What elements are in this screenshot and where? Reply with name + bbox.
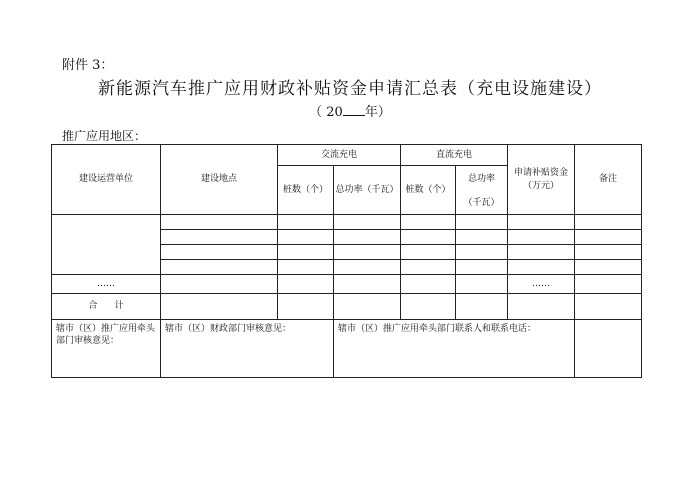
contact-info: 辖市（区）推广应用牵头部门联系人和联系电话：	[334, 320, 575, 378]
header-dc-power-top: 总功率	[456, 166, 508, 192]
header-dc-piles: 桩数（个）	[401, 166, 456, 215]
summary-table	[51, 144, 642, 378]
header-subsidy: 申请补贴资金（万元）	[508, 145, 575, 215]
header-ac-power: 总功率（千瓦）	[334, 166, 401, 215]
year-line	[0, 101, 700, 120]
ellipsis-row	[52, 275, 642, 294]
operator-cell	[52, 215, 161, 275]
year-open: （ 20	[309, 105, 343, 120]
total-row	[52, 294, 642, 320]
year-blank	[343, 103, 365, 116]
region-label: 推广应用地区：	[62, 129, 147, 143]
ellipsis-subsidy-cell: ……	[508, 275, 575, 294]
header-operator: 建设运营单位	[52, 145, 161, 215]
year-close: 年）	[364, 105, 391, 120]
header-location: 建设地点	[161, 145, 278, 215]
attachment-label: 附件 3：	[62, 58, 114, 73]
header-remark: 备注	[575, 145, 642, 215]
total-label: 合 计	[52, 294, 161, 320]
finance-dept-review: 辖市（区）财政部门审核意见：	[161, 320, 334, 378]
document-title: 新能源汽车推广应用财政补贴资金申请汇总表（充电设施建设）	[98, 79, 602, 99]
header-ac: 交流充电	[278, 145, 401, 166]
header-ac-piles: 桩数（个）	[278, 166, 334, 215]
header-dc: 直流充电	[401, 145, 508, 166]
table-row	[52, 215, 642, 230]
lead-dept-review: 辖市（区）推广应用牵头部门审核意见：	[52, 320, 161, 378]
signature-row	[52, 320, 642, 378]
ellipsis-cell: ……	[52, 275, 161, 294]
header-dc-power-unit: （千瓦）	[456, 192, 508, 215]
